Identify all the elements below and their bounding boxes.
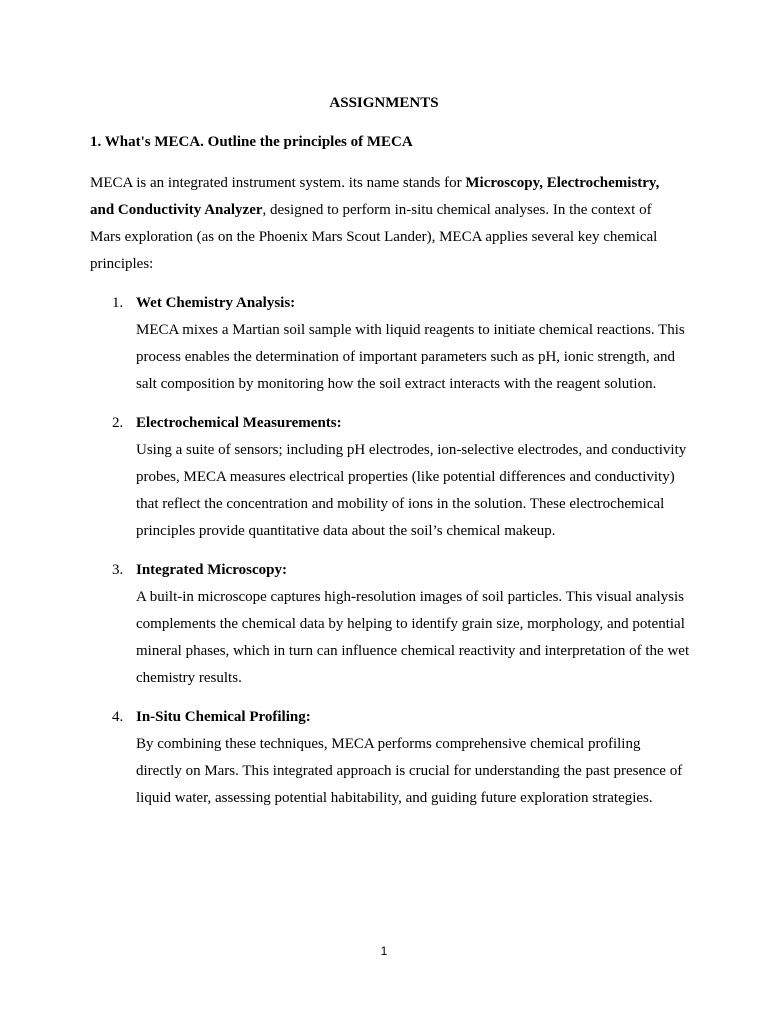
list-item-body: MECA mixes a Martian soil sample with liquid reagents to initiate chemical reactions. This process enables the determination of important parameters such as pH, ionic strength, and salt composition by monitoring how the soil extract interacts with the reagent solution. [136, 322, 685, 392]
list-item-body: Using a suite of sensors; including pH electrodes, ion-selective electrodes, and conductivity probes, MECA measures electrical properties (like potential differences and conductivity) that reflect the concentration and mobility of ions in the solution. These electrochemical principles provide quantitative data about the soil’s chemical makeup. [136, 442, 687, 539]
list-item-number: 3. [112, 562, 124, 578]
list-item-title: Electrochemical Measurements: [136, 415, 342, 431]
list-item-title: In-Situ Chemical Profiling: [136, 709, 311, 725]
list-item-title: Integrated Microscopy: [136, 562, 287, 578]
list-item [90, 410, 690, 545]
list-item-body: A built-in microscope captures high-resolution images of soil particles. This visual analysis complements the chemical data by helping to identify grain size, morphology, and potential mineral phases, which in turn can influence chemical reactivity and interpretation of the wet chemistry results. [136, 589, 690, 686]
list-item-title: Wet Chemistry Analysis: [136, 295, 296, 311]
page-number: 1 [380, 944, 388, 958]
list-item [90, 557, 690, 692]
list-item [90, 290, 690, 398]
intro-text-end: , designed to perform in-situ chemical analyses. In the context of Mars exploration (as on the Phoenix Mars Scout Lander), MECA applies several key chemical principles: [90, 202, 658, 272]
document-title: ASSIGNMENTS [329, 95, 439, 111]
question-heading: 1. What's MECA. Outline the principles of MECA [90, 134, 413, 150]
intro-paragraph [90, 170, 680, 278]
list-item-number: 4. [112, 709, 124, 725]
list-item-number: 1. [112, 295, 124, 311]
list-item-body: By combining these techniques, MECA performs comprehensive chemical profiling directly on Mars. This integrated approach is crucial for understanding the past presence of liquid water, assessing potential habitability, and guiding future exploration strategies. [136, 736, 683, 806]
list-item-number: 2. [112, 415, 124, 431]
intro-text-start: MECA is an integrated instrument system. its name stands for [90, 175, 466, 191]
principles-list [90, 290, 690, 824]
intro-text-bold: Microscopy, Electrochemistry, and Conductivity Analyzer [90, 175, 660, 218]
list-item [90, 704, 690, 812]
